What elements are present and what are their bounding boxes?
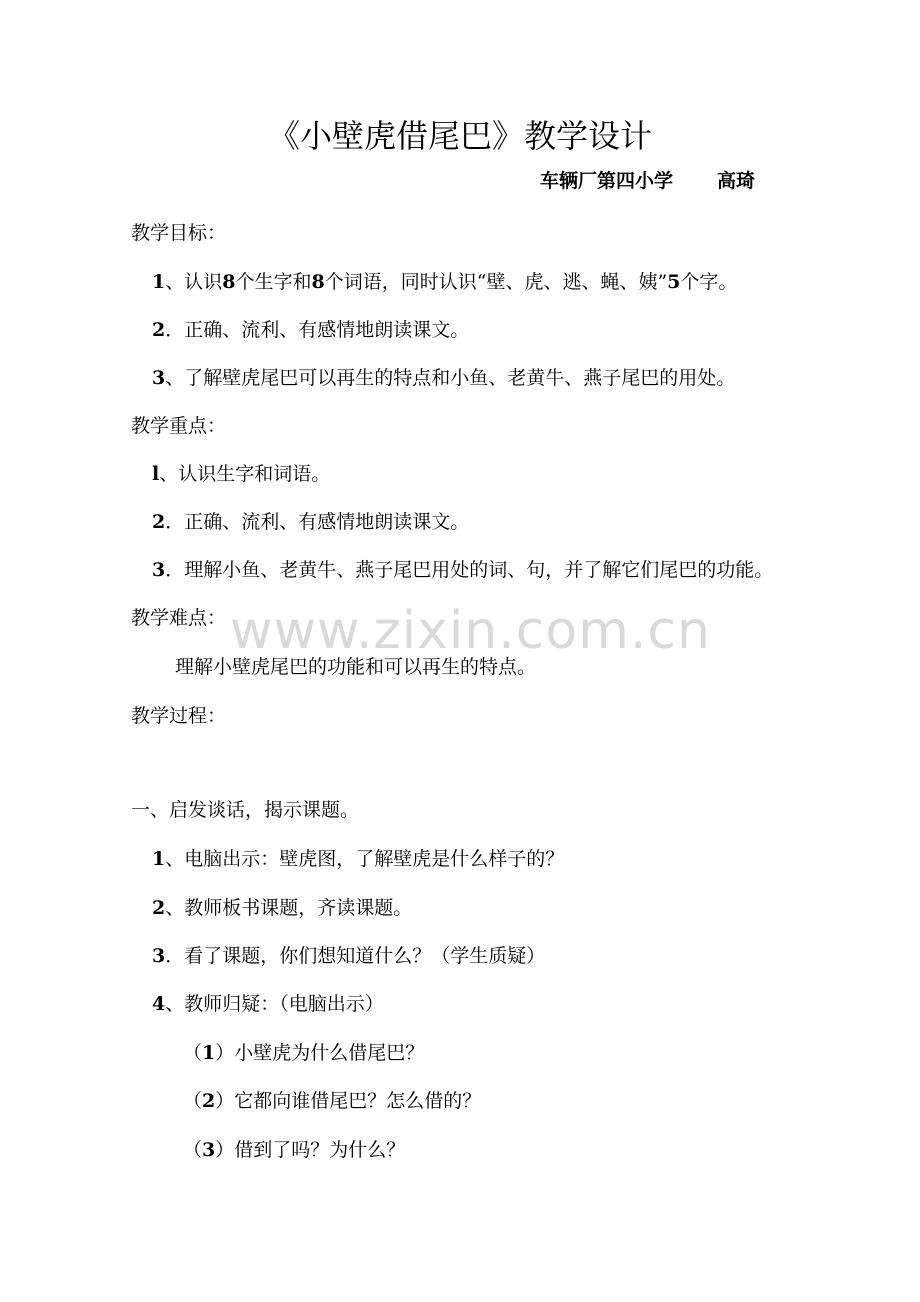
process-step: 2、教师板书课题，齐读课题。	[152, 897, 413, 919]
watermark-text: www.zixin.com.cn	[230, 601, 711, 661]
question-item: （1）小壁虎为什么借尾巴？	[183, 1042, 425, 1064]
question-item: （3）借到了吗？为什么？	[183, 1139, 406, 1161]
difficulty-heading: 教学难点：	[131, 607, 227, 629]
keypoint-item: 3．理解小鱼、老黄牛、燕子尾巴用处的词、句，并了解它们尾巴的功能。	[152, 559, 774, 581]
process-heading: 教学过程：	[131, 705, 227, 727]
goal-item: 2．正确、流利、有感情地朗读课文。	[152, 319, 470, 341]
goal-item: 3、了解壁虎尾巴可以再生的特点和小鱼、老黄牛、燕子尾巴的用处。	[152, 367, 736, 389]
goals-heading: 教学目标：	[131, 222, 227, 244]
goal-item: 1、认识8个生字和8个词语，同时认识“壁、虎、逃、蝇、姨”5个字。	[152, 271, 738, 293]
document-title: 《小壁虎借尾巴》教学设计	[267, 117, 652, 155]
keypoint-item: l、认识生字和词语。	[152, 463, 331, 485]
section-heading: 一、启发谈话，揭示课题。	[131, 799, 360, 821]
author-name: 高琦	[717, 170, 756, 192]
process-step: 1、电脑出示：壁虎图，了解壁虎是什么样子的？	[152, 848, 565, 870]
difficulty-text: 理解小壁虎尾巴的功能和可以再生的特点。	[175, 656, 537, 678]
process-step: 4、教师归疑：（电脑出示）	[152, 993, 384, 1015]
keypoint-item: 2．正确、流利、有感情地朗读课文。	[152, 511, 470, 533]
keypoints-heading: 教学重点：	[131, 415, 227, 437]
question-item: （2）它都向谁借尾巴？怎么借的？	[183, 1090, 482, 1112]
byline	[540, 166, 755, 196]
school-name: 车辆厂第四小学	[540, 170, 674, 192]
process-step: 3．看了课题，你们想知道什么？（学生质疑）	[152, 945, 546, 967]
